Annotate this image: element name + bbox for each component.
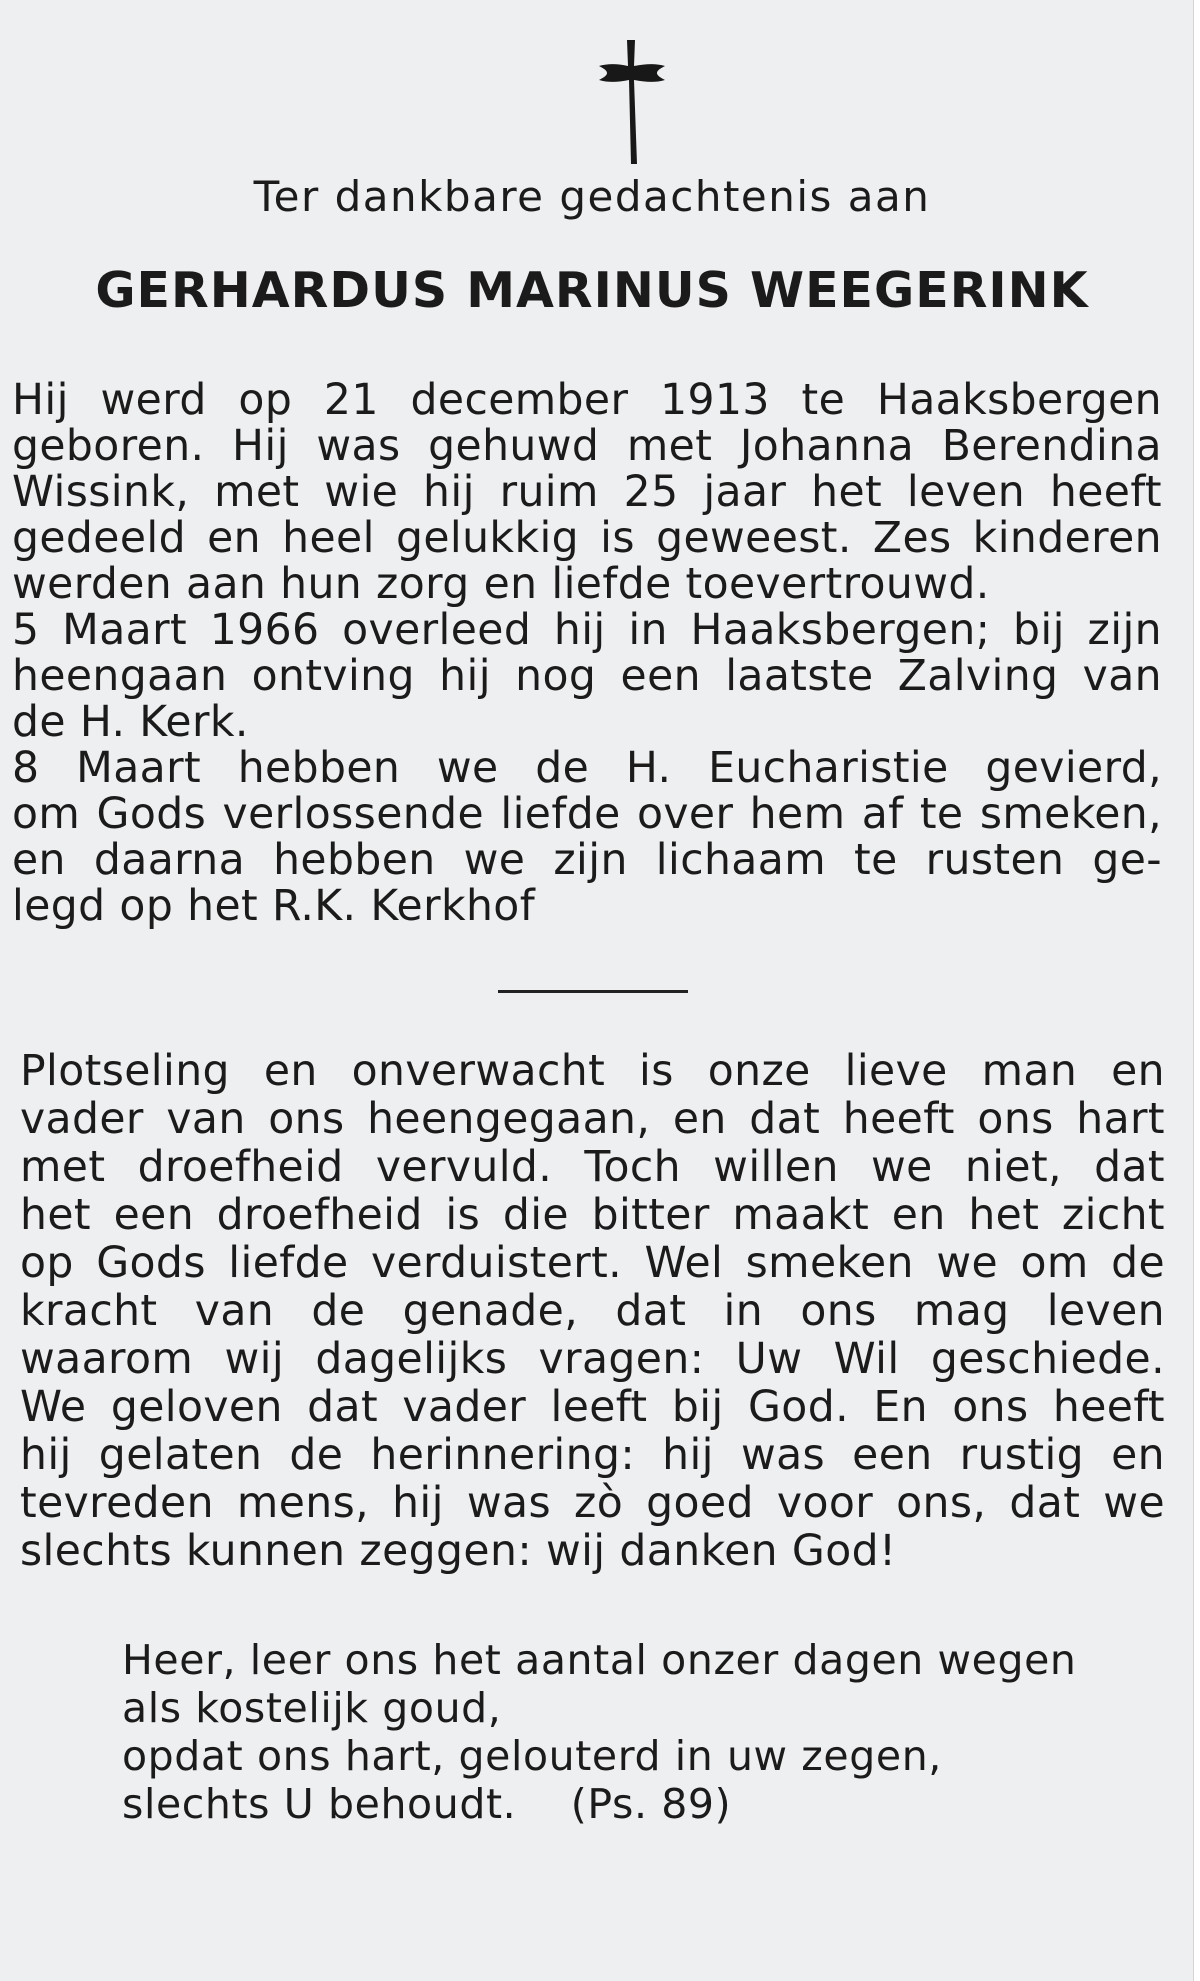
psalm-line: slechts U behoudt. (Ps. 89) — [122, 1780, 732, 1828]
deceased-name: GERHARDUS MARINUS WEEGERINK — [95, 262, 1089, 319]
biography-line: gedeeld en heel gelukkig is geweest. Zes kinderen — [12, 514, 1162, 563]
reflection-line: vader van ons heengegaan, en dat heeft ons hart — [20, 1095, 1165, 1144]
reflection-line: tevreden mens, hij was zò goed voor ons, dat we — [20, 1479, 1165, 1528]
reflection-line: kracht van de genade, dat in ons mag leven — [20, 1287, 1165, 1336]
biography-line: en daarna hebben we zijn lichaam te rusten ge- — [12, 836, 1162, 885]
reflection-line: waarom wij dagelijks vragen: Uw Wil geschiede. — [20, 1335, 1165, 1384]
reflection-line: We geloven dat vader leeft bij God. En ons heeft — [20, 1383, 1165, 1432]
psalm-verse — [122, 1636, 1172, 1828]
reflection-line: hij gelaten de herinnering: hij was een rustig en — [20, 1431, 1165, 1480]
biography-line: 8 Maart hebben we de H. Eucharistie gevierd, — [12, 744, 1162, 793]
reflection-line: het een droefheid is die bitter maakt en het zicht — [20, 1191, 1165, 1240]
scan-edge — [1193, 0, 1200, 1981]
psalm-line: opdat ons hart, gelouterd in uw zegen, — [122, 1732, 942, 1780]
reflection-line: op Gods liefde verduistert. Wel smeken we om de — [20, 1239, 1165, 1288]
biography-line: Hij werd op 21 december 1913 te Haaksbergen — [12, 376, 1162, 425]
biography-line: legd op het R.K. Kerkhof — [12, 882, 536, 931]
biography-line: om Gods verlossende liefde over hem af te smeken, — [12, 790, 1162, 839]
biography-line: werden aan hun zorg en liefde toevertrouwd. — [12, 560, 990, 609]
psalm-line: als kostelijk goud, — [122, 1684, 502, 1732]
biography-line: Wissink, met wie hij ruim 25 jaar het leven heeft — [12, 468, 1162, 517]
reflection-line: slechts kunnen zeggen: wij danken God! — [20, 1527, 897, 1576]
section-divider — [498, 990, 688, 993]
latin-cross-icon — [597, 38, 669, 166]
reflection-line: met droefheid vervuld. Toch willen we niet, dat — [20, 1143, 1165, 1192]
biography-paragraph — [12, 378, 1162, 930]
psalm-line: Heer, leer ons het aantal onzer dagen wegen — [122, 1636, 1077, 1684]
biography-line: geboren. Hij was gehuwd met Johanna Berendina — [12, 422, 1162, 471]
memorial-heading: Ter dankbare gedachtenis aan — [253, 172, 931, 221]
reflection-line: Plotseling en onverwacht is onze lieve man en — [20, 1047, 1165, 1096]
biography-line: de H. Kerk. — [12, 698, 249, 747]
biography-line: heengaan ontving hij nog een laatste Zalving van — [12, 652, 1162, 701]
biography-line: 5 Maart 1966 overleed hij in Haaksbergen; bij zijn — [12, 606, 1162, 655]
reflection-paragraph — [20, 1048, 1165, 1576]
